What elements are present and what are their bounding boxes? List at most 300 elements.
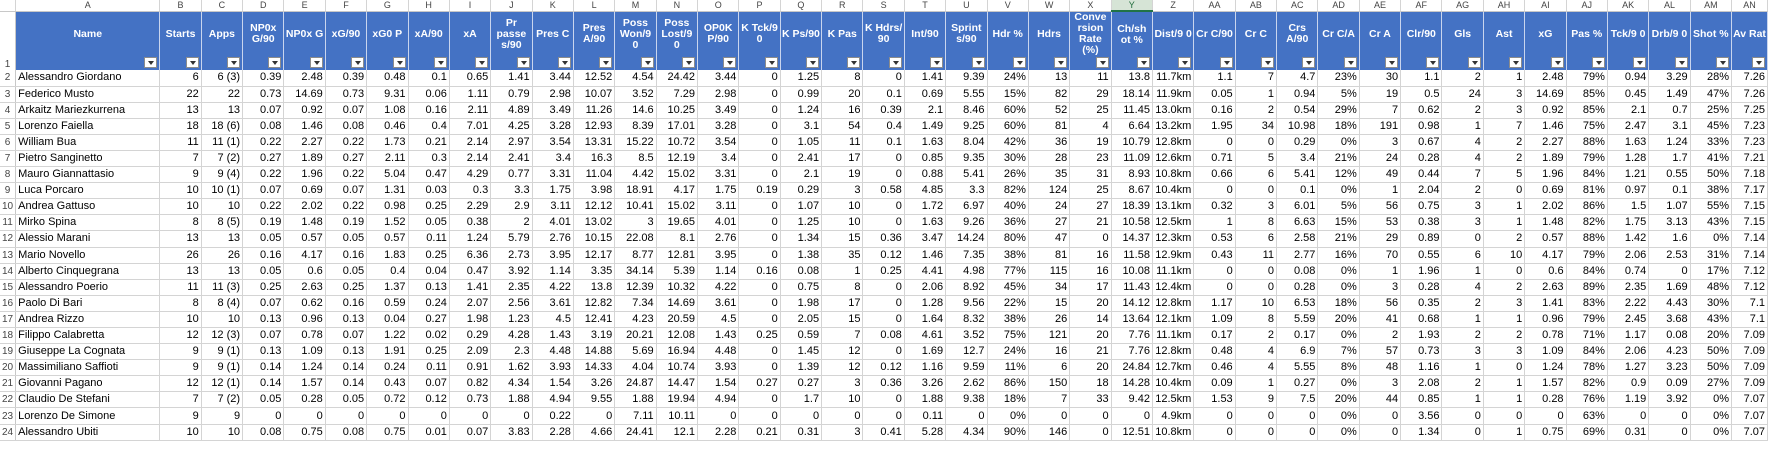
table-cell[interactable]: 6.36 <box>449 247 490 263</box>
table-cell[interactable]: 3.95 <box>698 247 739 263</box>
table-cell[interactable]: 25% <box>1690 102 1731 118</box>
table-cell[interactable]: 11 <box>160 279 201 295</box>
table-cell[interactable]: 0 <box>1194 263 1235 279</box>
filter-dropdown-icon[interactable] <box>1344 57 1357 68</box>
table-cell[interactable]: 14.12 <box>1111 295 1152 311</box>
table-cell[interactable]: 0 <box>408 408 449 424</box>
table-cell[interactable]: 3.49 <box>698 102 739 118</box>
table-cell[interactable]: 0 <box>739 311 780 327</box>
table-cell[interactable]: 34 <box>1235 118 1276 134</box>
filter-dropdown-icon[interactable] <box>1261 57 1274 68</box>
table-cell[interactable]: 2 <box>1483 328 1524 344</box>
table-cell[interactable]: 78% <box>1566 360 1607 376</box>
table-cell[interactable]: 1 <box>1483 311 1524 327</box>
player-name-cell[interactable]: Claudio De Stefani <box>16 392 160 408</box>
table-cell[interactable]: 0.3 <box>408 150 449 166</box>
table-cell[interactable]: 26 <box>160 247 201 263</box>
table-cell[interactable]: 0.01 <box>408 424 449 440</box>
table-cell[interactable]: 2.04 <box>1401 183 1442 199</box>
filter-dropdown-icon[interactable] <box>1509 57 1522 68</box>
table-cell[interactable]: 3.93 <box>532 360 573 376</box>
table-cell[interactable]: 0.09 <box>1194 376 1235 392</box>
table-cell[interactable]: 80% <box>987 231 1028 247</box>
filter-dropdown-icon[interactable] <box>930 57 943 68</box>
table-cell[interactable]: 0 <box>739 199 780 215</box>
table-cell[interactable]: 14.69 <box>1525 86 1566 102</box>
table-cell[interactable]: 1.05 <box>780 134 821 150</box>
table-cell[interactable]: 79% <box>1566 311 1607 327</box>
table-cell[interactable]: 0.27 <box>1277 376 1318 392</box>
table-cell[interactable]: 0.12 <box>408 392 449 408</box>
table-cell[interactable]: 4 <box>1442 134 1483 150</box>
table-cell[interactable]: 5.28 <box>904 424 945 440</box>
table-cell[interactable]: 3 <box>1359 134 1400 150</box>
row-number[interactable]: 6 <box>0 134 16 150</box>
table-cell[interactable]: 0 <box>739 86 780 102</box>
table-cell[interactable]: 1.09 <box>1525 344 1566 360</box>
table-cell[interactable]: 9 (4) <box>201 167 242 183</box>
table-cell[interactable]: 0 <box>1235 424 1276 440</box>
table-cell[interactable]: 1 <box>1235 86 1276 102</box>
table-cell[interactable]: 75% <box>1566 118 1607 134</box>
table-cell[interactable]: 0.13 <box>325 344 366 360</box>
table-cell[interactable]: 11 <box>1070 70 1111 86</box>
table-cell[interactable]: 0.4 <box>367 263 408 279</box>
row-number[interactable]: 15 <box>0 279 16 295</box>
table-cell[interactable]: 16 <box>1070 247 1111 263</box>
table-cell[interactable]: 2.76 <box>532 231 573 247</box>
table-cell[interactable]: 1 <box>1442 311 1483 327</box>
table-cell[interactable]: 9 (1) <box>201 360 242 376</box>
column-letter[interactable]: AB <box>1235 0 1276 11</box>
table-cell[interactable]: 0.35 <box>1401 295 1442 311</box>
table-cell[interactable]: 4.89 <box>491 102 532 118</box>
table-cell[interactable]: 2.09 <box>449 344 490 360</box>
table-cell[interactable]: 0 <box>739 360 780 376</box>
table-cell[interactable]: 0.75 <box>1525 424 1566 440</box>
table-cell[interactable]: 56 <box>1359 199 1400 215</box>
table-cell[interactable]: 9 <box>160 408 201 424</box>
table-cell[interactable]: 0 <box>863 344 904 360</box>
table-cell[interactable]: 1.42 <box>1607 231 1648 247</box>
table-cell[interactable]: 3.83 <box>491 424 532 440</box>
table-cell[interactable]: 1.14 <box>532 263 573 279</box>
table-cell[interactable]: 1.1 <box>1401 70 1442 86</box>
table-cell[interactable]: 0.62 <box>1401 102 1442 118</box>
table-cell[interactable]: 3.4 <box>532 150 573 166</box>
filter-dropdown-icon[interactable] <box>1054 57 1067 68</box>
table-cell[interactable]: 2 <box>491 215 532 231</box>
table-cell[interactable]: 1.89 <box>284 150 325 166</box>
table-cell[interactable]: 10 <box>201 424 242 440</box>
column-letter[interactable]: AN <box>1732 0 1768 11</box>
table-cell[interactable]: 0.31 <box>1607 424 1648 440</box>
table-cell[interactable]: 0.02 <box>408 328 449 344</box>
table-cell[interactable]: 17 <box>1070 279 1111 295</box>
table-cell[interactable]: 20.59 <box>656 311 697 327</box>
table-cell[interactable]: 88% <box>1566 231 1607 247</box>
table-cell[interactable]: 85% <box>1566 86 1607 102</box>
table-cell[interactable]: 7.14 <box>1732 247 1768 263</box>
table-cell[interactable]: 15% <box>987 86 1028 102</box>
table-cell[interactable]: 13 <box>160 102 201 118</box>
table-cell[interactable]: 12 <box>822 344 863 360</box>
filter-dropdown-icon[interactable] <box>1178 57 1191 68</box>
table-cell[interactable]: 0.4 <box>408 118 449 134</box>
table-cell[interactable]: 60% <box>987 118 1028 134</box>
table-cell[interactable]: 0.97 <box>1607 183 1648 199</box>
table-cell[interactable]: 0 <box>863 295 904 311</box>
table-cell[interactable]: 0.38 <box>449 215 490 231</box>
table-cell[interactable]: 7.25 <box>1732 102 1768 118</box>
table-cell[interactable]: 7.23 <box>1732 134 1768 150</box>
table-cell[interactable]: 12 <box>822 360 863 376</box>
table-cell[interactable]: 0.19 <box>739 183 780 199</box>
table-cell[interactable]: 4.23 <box>1649 344 1690 360</box>
table-cell[interactable]: 0.08 <box>780 263 821 279</box>
table-cell[interactable]: 15 <box>1028 295 1069 311</box>
table-cell[interactable]: 2.06 <box>1607 344 1648 360</box>
table-cell[interactable]: 0 <box>367 408 408 424</box>
table-cell[interactable]: 2.11 <box>367 150 408 166</box>
table-cell[interactable]: 0.99 <box>780 86 821 102</box>
table-cell[interactable]: 1.46 <box>1525 118 1566 134</box>
table-cell[interactable]: 4.22 <box>532 279 573 295</box>
filter-dropdown-icon[interactable] <box>847 57 860 68</box>
table-cell[interactable]: 0% <box>1318 408 1359 424</box>
table-cell[interactable]: 6 <box>1028 360 1069 376</box>
table-cell[interactable]: 17 <box>822 295 863 311</box>
column-letter[interactable]: H <box>408 0 449 11</box>
player-name-cell[interactable]: Alessio Marani <box>16 231 160 247</box>
table-cell[interactable]: 4.43 <box>1649 295 1690 311</box>
player-name-cell[interactable]: Paolo Di Bari <box>16 295 160 311</box>
table-cell[interactable]: 12.93 <box>573 118 614 134</box>
table-cell[interactable]: 7.07 <box>1732 424 1768 440</box>
table-cell[interactable]: 13.64 <box>1111 311 1152 327</box>
row-number[interactable]: 23 <box>0 408 16 424</box>
table-cell[interactable]: 1.41 <box>491 70 532 86</box>
filter-dropdown-icon[interactable] <box>475 57 488 68</box>
table-cell[interactable]: 1.98 <box>780 295 821 311</box>
table-cell[interactable]: 3.49 <box>532 102 573 118</box>
table-cell[interactable]: 81 <box>1028 247 1069 263</box>
table-cell[interactable]: 0.03 <box>408 183 449 199</box>
table-cell[interactable]: 89% <box>1566 279 1607 295</box>
table-cell[interactable]: 3.4 <box>698 150 739 166</box>
table-cell[interactable]: 1.88 <box>615 392 656 408</box>
table-cell[interactable]: 4.94 <box>532 392 573 408</box>
table-cell[interactable]: 0.07 <box>408 376 449 392</box>
table-cell[interactable]: 0.41 <box>863 424 904 440</box>
filter-dropdown-icon[interactable] <box>393 57 406 68</box>
table-cell[interactable]: 21 <box>1070 344 1111 360</box>
table-cell[interactable]: 15.22 <box>615 134 656 150</box>
table-cell[interactable]: 7.12 <box>1732 263 1768 279</box>
table-cell[interactable]: 1.37 <box>367 279 408 295</box>
table-cell[interactable]: 0.54 <box>1277 102 1318 118</box>
filter-dropdown-icon[interactable] <box>806 57 819 68</box>
filter-dropdown-icon[interactable] <box>1551 57 1564 68</box>
table-cell[interactable]: 8.92 <box>946 279 987 295</box>
table-cell[interactable]: 0.07 <box>325 183 366 199</box>
table-cell[interactable]: 1.69 <box>1649 279 1690 295</box>
table-cell[interactable]: 0.55 <box>1649 167 1690 183</box>
table-cell[interactable]: 150 <box>1028 376 1069 392</box>
player-name-cell[interactable]: Mario Novello <box>16 247 160 263</box>
table-cell[interactable]: 33 <box>1070 392 1111 408</box>
player-name-cell[interactable]: Andrea Gattuso <box>16 199 160 215</box>
table-cell[interactable]: 0 <box>1277 424 1318 440</box>
table-cell[interactable]: 0 <box>1070 408 1111 424</box>
row-number[interactable]: 18 <box>0 328 16 344</box>
table-cell[interactable]: 2.35 <box>1607 279 1648 295</box>
table-cell[interactable]: 4.22 <box>698 279 739 295</box>
table-cell[interactable]: 13.02 <box>573 215 614 231</box>
table-cell[interactable]: 5.04 <box>367 167 408 183</box>
table-cell[interactable]: 4.25 <box>491 118 532 134</box>
table-cell[interactable]: 12.08 <box>656 328 697 344</box>
table-cell[interactable]: 7.26 <box>1732 86 1768 102</box>
table-cell[interactable]: 0.59 <box>780 328 821 344</box>
table-cell[interactable]: 1.83 <box>367 247 408 263</box>
table-cell[interactable]: 16.3 <box>573 150 614 166</box>
table-cell[interactable]: 8 <box>1235 215 1276 231</box>
table-cell[interactable]: 0.46 <box>1194 360 1235 376</box>
table-cell[interactable]: 2.76 <box>698 231 739 247</box>
table-cell[interactable]: 3.68 <box>1649 311 1690 327</box>
table-cell[interactable]: 1.24 <box>449 231 490 247</box>
table-cell[interactable]: 4.48 <box>698 344 739 360</box>
table-cell[interactable]: 0.22 <box>243 199 284 215</box>
table-cell[interactable]: 8% <box>1318 360 1359 376</box>
table-cell[interactable]: 8 <box>160 295 201 311</box>
table-cell[interactable]: 63% <box>1566 408 1607 424</box>
table-cell[interactable]: 1.95 <box>1194 118 1235 134</box>
table-cell[interactable]: 56 <box>1359 295 1400 311</box>
table-cell[interactable]: 20 <box>822 86 863 102</box>
table-cell[interactable]: 0.9 <box>1607 376 1648 392</box>
table-cell[interactable]: 0.69 <box>284 183 325 199</box>
table-cell[interactable]: 3.44 <box>532 70 573 86</box>
player-name-cell[interactable]: Giovanni Pagano <box>16 376 160 392</box>
table-cell[interactable]: 0.85 <box>1401 392 1442 408</box>
table-cell[interactable]: 18 <box>1070 376 1111 392</box>
table-cell[interactable]: 0% <box>1690 392 1731 408</box>
table-cell[interactable]: 54 <box>822 118 863 134</box>
table-cell[interactable]: 1.49 <box>1649 86 1690 102</box>
row-number[interactable]: 16 <box>0 295 16 311</box>
table-cell[interactable]: 3.29 <box>1649 70 1690 86</box>
table-cell[interactable]: 2.77 <box>1277 247 1318 263</box>
table-cell[interactable]: 24.42 <box>656 70 697 86</box>
table-cell[interactable]: 0.07 <box>243 102 284 118</box>
table-cell[interactable]: 4 <box>1235 360 1276 376</box>
table-cell[interactable]: 8 (4) <box>201 295 242 311</box>
table-cell[interactable]: 19.94 <box>656 392 697 408</box>
table-cell[interactable]: 3.3 <box>946 183 987 199</box>
table-cell[interactable]: 0.25 <box>408 199 449 215</box>
table-cell[interactable]: 9 <box>160 344 201 360</box>
table-cell[interactable]: 0.72 <box>367 392 408 408</box>
table-cell[interactable]: 1.63 <box>904 134 945 150</box>
table-cell[interactable]: 1.21 <box>1607 167 1648 183</box>
table-cell[interactable]: 28% <box>1690 70 1731 86</box>
table-cell[interactable]: 1.53 <box>1194 392 1235 408</box>
table-cell[interactable]: 0.14 <box>243 376 284 392</box>
table-cell[interactable]: 12.41 <box>573 311 614 327</box>
table-cell[interactable]: 7.09 <box>1732 328 1768 344</box>
filter-dropdown-icon[interactable] <box>1302 57 1315 68</box>
table-cell[interactable]: 5.69 <box>615 344 656 360</box>
table-cell[interactable]: 3 <box>1442 199 1483 215</box>
table-cell[interactable]: 2 <box>1442 295 1483 311</box>
table-cell[interactable]: 7.21 <box>1732 150 1768 166</box>
table-cell[interactable]: 12.7 <box>946 344 987 360</box>
table-cell[interactable]: 3.44 <box>698 70 739 86</box>
table-cell[interactable]: 1.07 <box>780 199 821 215</box>
table-cell[interactable]: 7 <box>160 392 201 408</box>
table-cell[interactable]: 1.08 <box>367 102 408 118</box>
table-cell[interactable]: 0 <box>1442 424 1483 440</box>
column-letter[interactable]: AH <box>1483 0 1524 11</box>
table-cell[interactable]: 6 <box>1235 231 1276 247</box>
table-cell[interactable]: 1.22 <box>367 328 408 344</box>
table-cell[interactable]: 2.98 <box>698 86 739 102</box>
table-cell[interactable]: 0.08 <box>325 118 366 134</box>
table-cell[interactable]: 10 <box>1235 295 1276 311</box>
table-cell[interactable]: 0.22 <box>243 134 284 150</box>
table-cell[interactable]: 1.07 <box>1649 199 1690 215</box>
table-cell[interactable]: 1.31 <box>367 183 408 199</box>
table-cell[interactable]: 4.42 <box>615 167 656 183</box>
table-cell[interactable]: 21% <box>1318 231 1359 247</box>
table-cell[interactable]: 10 <box>160 424 201 440</box>
table-cell[interactable]: 1.24 <box>1525 360 1566 376</box>
table-cell[interactable]: 1.34 <box>1401 424 1442 440</box>
table-cell[interactable]: 20% <box>1318 311 1359 327</box>
table-cell[interactable]: 0.07 <box>325 328 366 344</box>
table-cell[interactable]: 3 <box>1359 279 1400 295</box>
table-cell[interactable]: 17 <box>822 150 863 166</box>
table-cell[interactable]: 0 <box>1483 408 1524 424</box>
table-cell[interactable]: 14.28 <box>1111 376 1152 392</box>
table-cell[interactable]: 8 (5) <box>201 215 242 231</box>
table-cell[interactable]: 5% <box>1318 199 1359 215</box>
table-cell[interactable]: 7.15 <box>1732 215 1768 231</box>
select-all-corner[interactable] <box>0 0 16 11</box>
table-cell[interactable]: 3.26 <box>904 376 945 392</box>
table-cell[interactable]: 0.25 <box>243 279 284 295</box>
table-cell[interactable]: 0.24 <box>408 295 449 311</box>
player-name-cell[interactable]: Mauro Giannattasio <box>16 167 160 183</box>
table-cell[interactable]: 4 <box>1070 118 1111 134</box>
table-cell[interactable]: 1.93 <box>1401 328 1442 344</box>
table-cell[interactable]: 16 <box>822 102 863 118</box>
table-cell[interactable]: 1.41 <box>1525 295 1566 311</box>
table-cell[interactable]: 1 <box>1359 183 1400 199</box>
table-cell[interactable]: 12.3km <box>1152 231 1193 247</box>
table-cell[interactable]: 29 <box>1070 86 1111 102</box>
filter-dropdown-icon[interactable] <box>1385 57 1398 68</box>
table-cell[interactable]: 14.6 <box>615 102 656 118</box>
table-cell[interactable]: 1.09 <box>1194 311 1235 327</box>
table-cell[interactable]: 12.81 <box>656 247 697 263</box>
table-cell[interactable]: 0.91 <box>449 360 490 376</box>
table-cell[interactable]: 24 <box>1359 150 1400 166</box>
table-cell[interactable]: 82% <box>1566 215 1607 231</box>
table-cell[interactable]: 0.22 <box>325 134 366 150</box>
table-cell[interactable]: 0.78 <box>284 328 325 344</box>
table-cell[interactable]: 0.22 <box>325 199 366 215</box>
table-cell[interactable]: 2.48 <box>1525 70 1566 86</box>
table-cell[interactable]: 0.48 <box>1194 344 1235 360</box>
table-cell[interactable]: 11.7km <box>1152 70 1193 86</box>
table-cell[interactable]: 0.94 <box>1277 86 1318 102</box>
table-cell[interactable]: 38% <box>987 311 1028 327</box>
table-cell[interactable]: 0.68 <box>1401 311 1442 327</box>
table-cell[interactable]: 52 <box>1028 102 1069 118</box>
table-cell[interactable]: 3.11 <box>698 199 739 215</box>
table-cell[interactable]: 86% <box>987 376 1028 392</box>
player-name-cell[interactable]: Federico Musto <box>16 86 160 102</box>
column-letter[interactable]: M <box>615 0 656 11</box>
table-cell[interactable]: 0.16 <box>325 247 366 263</box>
table-cell[interactable]: 2.27 <box>284 134 325 150</box>
table-cell[interactable]: 0.25 <box>408 344 449 360</box>
row-number[interactable]: 4 <box>0 102 16 118</box>
table-cell[interactable]: 3.23 <box>1649 360 1690 376</box>
table-cell[interactable]: 0.08 <box>1649 328 1690 344</box>
table-cell[interactable]: 47 <box>1028 231 1069 247</box>
table-cell[interactable]: 3.3 <box>491 183 532 199</box>
table-cell[interactable]: 0.29 <box>1277 134 1318 150</box>
table-cell[interactable]: 7.15 <box>1732 199 1768 215</box>
table-cell[interactable]: 1 <box>1483 199 1524 215</box>
table-cell[interactable]: 0.06 <box>408 86 449 102</box>
table-cell[interactable]: 3 <box>1359 376 1400 392</box>
table-cell[interactable]: 3 <box>1235 199 1276 215</box>
player-name-cell[interactable]: Alessandro Ubiti <box>16 424 160 440</box>
table-cell[interactable]: 11.04 <box>573 167 614 183</box>
table-cell[interactable]: 0.12 <box>863 247 904 263</box>
table-cell[interactable]: 11 <box>1235 247 1276 263</box>
player-name-cell[interactable]: Pietro Sanginetto <box>16 150 160 166</box>
table-cell[interactable]: 1.6 <box>1649 231 1690 247</box>
table-cell[interactable]: 22 <box>160 86 201 102</box>
table-cell[interactable]: 0.13 <box>243 344 284 360</box>
table-cell[interactable]: 0 <box>863 215 904 231</box>
table-cell[interactable]: 7.09 <box>1732 360 1768 376</box>
table-cell[interactable]: 23 <box>1070 150 1111 166</box>
table-cell[interactable]: 0.75 <box>780 279 821 295</box>
table-cell[interactable]: 0 <box>739 150 780 166</box>
table-cell[interactable]: 13.1km <box>1152 199 1193 215</box>
table-cell[interactable]: 1.69 <box>904 344 945 360</box>
table-cell[interactable]: 0.98 <box>367 199 408 215</box>
player-name-cell[interactable]: Lorenzo De Simone <box>16 408 160 424</box>
table-cell[interactable]: 0.07 <box>325 102 366 118</box>
table-cell[interactable]: 2.41 <box>780 150 821 166</box>
table-cell[interactable]: 3 <box>1483 86 1524 102</box>
table-cell[interactable]: 11.1km <box>1152 328 1193 344</box>
table-cell[interactable]: 2.05 <box>780 311 821 327</box>
table-cell[interactable]: 2.41 <box>491 150 532 166</box>
table-cell[interactable]: 0.27 <box>243 150 284 166</box>
table-cell[interactable]: 0.36 <box>863 231 904 247</box>
column-letter[interactable]: AM <box>1690 0 1731 11</box>
column-letter[interactable]: AG <box>1442 0 1483 11</box>
